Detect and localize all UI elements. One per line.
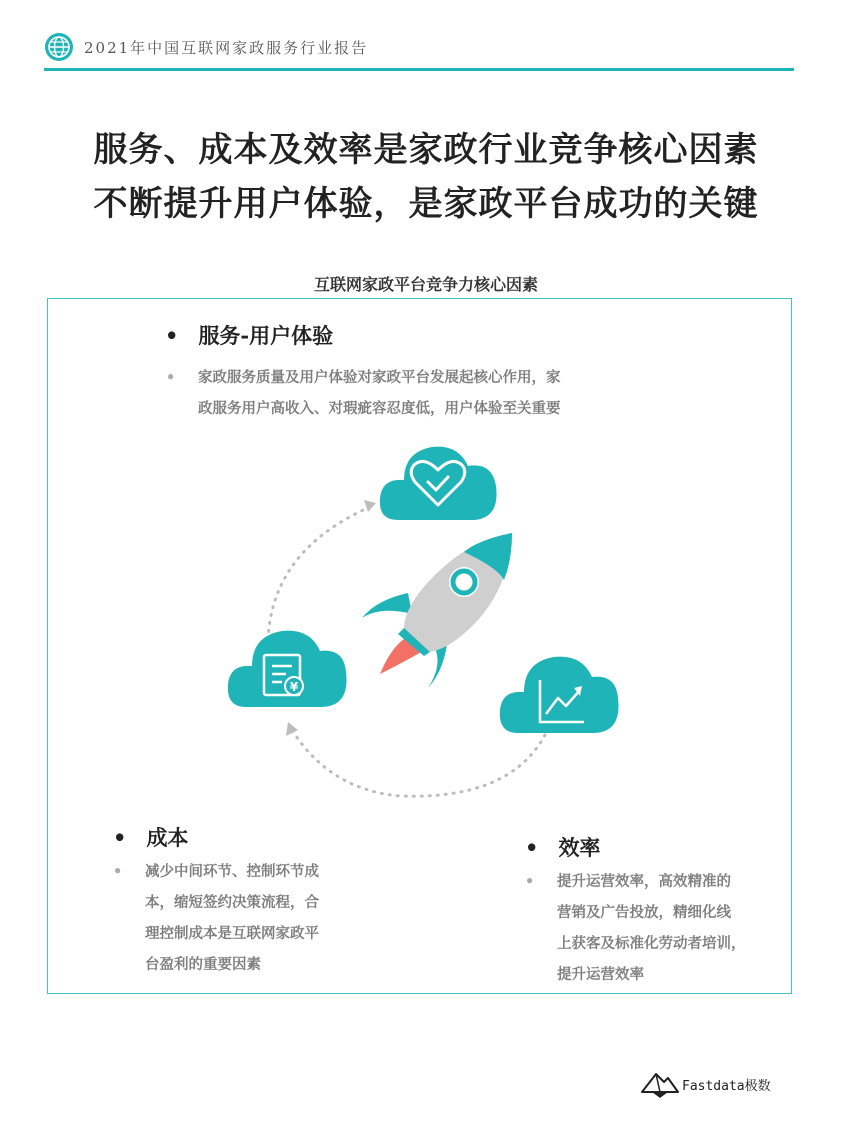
bullet-icon: • <box>113 825 127 850</box>
section-cost-text <box>113 856 319 980</box>
headline-line-2: 不断提升用户体验，是家政平台成功的关键 <box>93 184 759 224</box>
mountain-logo-icon <box>640 1068 680 1102</box>
arc-arrow-bottom <box>292 730 545 796</box>
figure-title: 互联网家政平台竞争力核心因素 <box>313 275 538 294</box>
footer-logo-text: Fastdata极数 <box>682 1079 771 1094</box>
section-cost-line: 理控制成本是互联网家政平 <box>145 925 319 942</box>
rocket-icon <box>362 533 512 688</box>
bullet-icon: • <box>165 323 179 348</box>
heart-check-cloud-icon <box>380 447 497 520</box>
section-cost-title-text: 成本 <box>146 825 189 850</box>
bullet-icon: • <box>525 835 539 860</box>
section-efficiency-line: 提升运营效率，高效精准的 <box>557 873 731 890</box>
section-cost-title <box>113 822 188 852</box>
section-cost-line: 台盈利的重要因素 <box>145 956 261 973</box>
headline-line-1: 服务、成本及效率是家政行业竞争核心因素 <box>93 130 759 170</box>
growth-chart-cloud-icon <box>500 657 619 733</box>
section-efficiency-text <box>525 866 746 990</box>
sub-bullet-icon: • <box>166 369 176 386</box>
svg-text:¥: ¥ <box>289 680 299 694</box>
sub-bullet-icon: • <box>525 873 535 890</box>
arc-arrow-left <box>268 507 370 640</box>
section-service-title-text: 服务-用户体验 <box>198 323 334 348</box>
invoice-yen-cloud-icon <box>228 631 347 707</box>
sub-bullet-icon: • <box>113 863 123 880</box>
section-service-title <box>165 320 333 350</box>
section-efficiency-line: 上获客及标准化劳动者培训， <box>557 935 746 952</box>
section-service-text <box>166 362 561 424</box>
section-efficiency-title-text: 效率 <box>558 835 601 860</box>
section-service-line: 家政服务质量及用户体验对家政平台发展起核心作用，家 <box>198 369 561 386</box>
arc-arrowhead-left <box>364 500 376 512</box>
section-efficiency-line: 营销及广告投放，精细化线 <box>557 904 731 921</box>
section-efficiency-line: 提升运营效率 <box>557 966 644 983</box>
arc-arrowhead-bottom <box>286 722 298 736</box>
report-title: 2021年中国互联网家政服务行业报告 <box>84 39 369 57</box>
section-service-line: 政服务用户高收入、对瑕疵容忍度低，用户体验至关重要 <box>198 400 561 417</box>
section-cost-line: 本，缩短签约决策流程，合 <box>145 894 319 911</box>
section-efficiency-title <box>525 832 600 862</box>
section-cost-line: 减少中间环节、控制环节成 <box>145 863 319 880</box>
